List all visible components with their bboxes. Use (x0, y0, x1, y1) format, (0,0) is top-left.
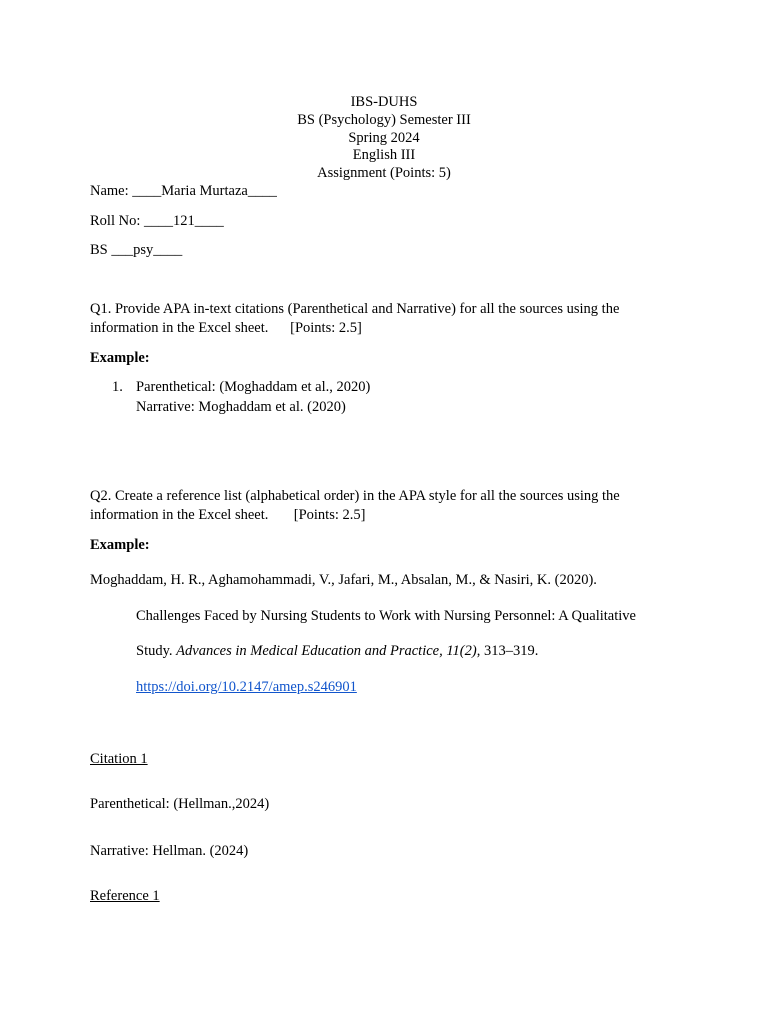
answer-narrative: Narrative: Hellman. (2024) (90, 843, 249, 859)
q1-list-number: 1. (112, 379, 123, 395)
reference-heading: Reference 1 (90, 888, 160, 904)
reference-authors: Moghaddam, H. R., Aghamohammadi, V., Jafari, M., Absalan, M., & Nasiri, K. (2020). (90, 572, 597, 588)
assignment-title: Assignment (Points: 5) (317, 165, 451, 181)
reference-journal: Advances in Medical Education and Practice (176, 643, 440, 659)
student-name: Name: ____Maria Murtaza____ (90, 183, 277, 199)
program-title: BS (Psychology) Semester III (297, 112, 471, 128)
reference-source (136, 642, 538, 660)
q1-example-label: Example: (90, 350, 150, 366)
q1-example-parenthetical: Parenthetical: (Moghaddam et al., 2020) (136, 379, 371, 395)
q2-example-label: Example: (90, 537, 150, 553)
reference-study-word: Study. (136, 643, 173, 659)
reference-title: Challenges Faced by Nursing Students to Work with Nursing Personnel: A Qualitative (136, 608, 636, 624)
answer-parenthetical: Parenthetical: (Hellman.,2024) (90, 796, 270, 812)
reference-comma: , (439, 643, 443, 659)
q1-example-narrative: Narrative: Moghaddam et al. (2020) (136, 399, 346, 415)
reference-volume: 11(2) (446, 643, 477, 659)
roll-number: Roll No: ____121____ (90, 213, 224, 229)
course-title: English III (352, 147, 416, 163)
institution-title: IBS-DUHS (350, 94, 418, 110)
q2-prompt-line2: information in the Excel sheet. [Points: 2.5] (90, 507, 366, 523)
q2-prompt-line1: Q2. Create a reference list (alphabetical order) in the APA style for all the sources using the (90, 488, 620, 504)
reference-doi-link[interactable]: https://doi.org/10.2147/amep.s246901 (136, 679, 357, 695)
reference-pages: , 313–319. (476, 643, 539, 659)
term-title: Spring 2024 (348, 130, 420, 146)
citation-heading: Citation 1 (90, 751, 148, 767)
bs-program: BS ___psy____ (90, 242, 183, 258)
q1-prompt-line2: information in the Excel sheet. [Points: 2.5] (90, 320, 362, 336)
q1-prompt-line1: Q1. Provide APA in-text citations (Parenthetical and Narrative) for all the sources using the (90, 301, 620, 317)
